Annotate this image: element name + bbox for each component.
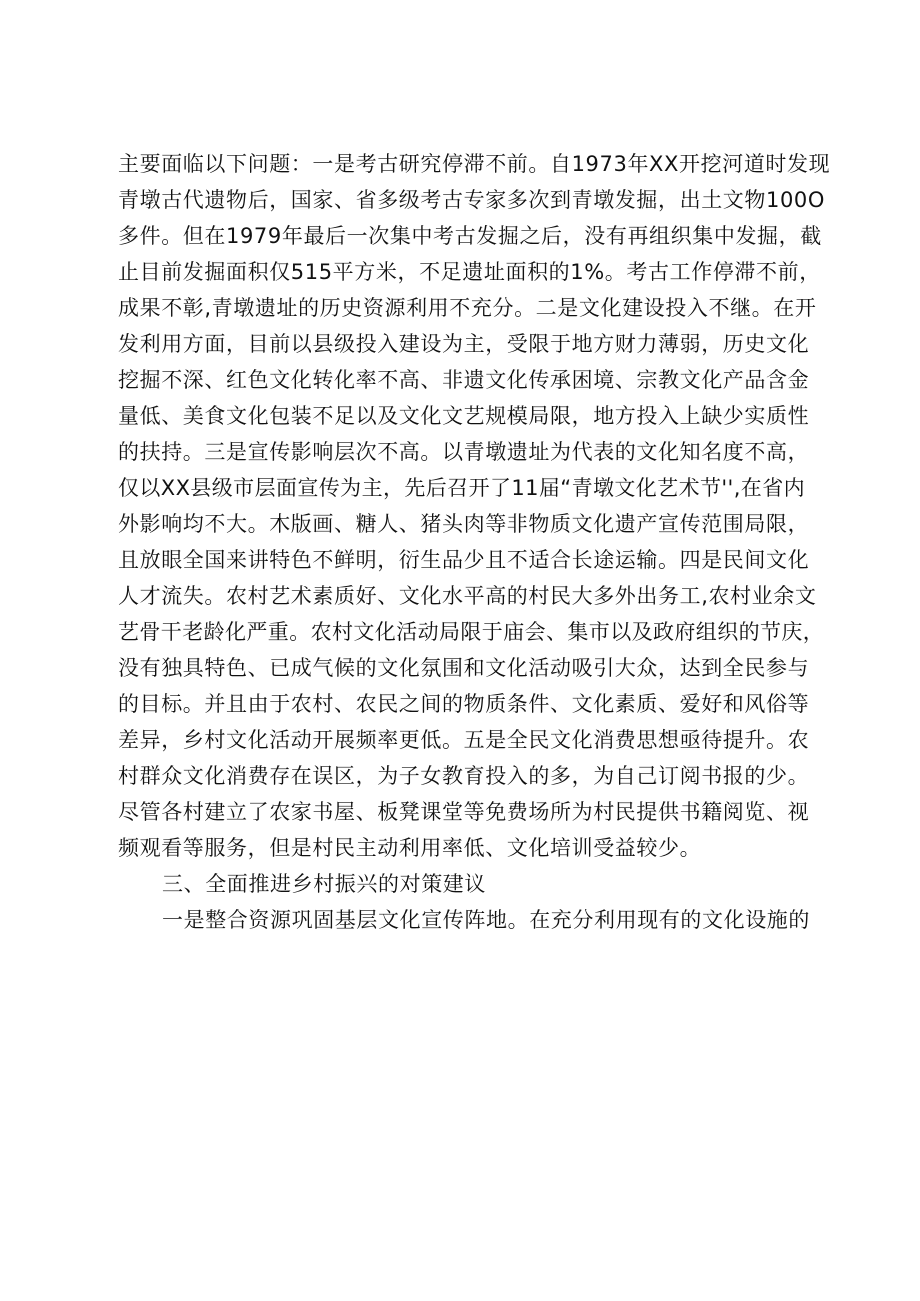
text-line: 的扶持。三是宣传影响层次不高。以青墩遗址为代表的文化知名度不高， [118, 440, 810, 464]
text-line: 一是整合资源巩固基层文化宣传阵地。在充分利用现有的文化设施的 [162, 908, 810, 932]
text-line: 尽管各村建立了农家书屋、板凳课堂等免费场所为村民提供书籍阅览、视 [118, 800, 810, 824]
text-line: 发利用方面，目前以县级投入建设为主，受限于地方财力薄弱，历史文化 [118, 332, 810, 356]
text-line: 艺骨干老龄化严重。农村文化活动局限于庙会、集市以及政府组织的节庆， [118, 620, 825, 644]
text-line: 的目标。并且由于农村、农民之间的物质条件、文化素质、爱好和风俗等 [118, 692, 810, 716]
text-line: 且放眼全国来讲特色不鲜明，衍生品少且不适合长途运输。四是民间文化 [118, 548, 810, 572]
text-line: 成果不彰,青墩遗址的历史资源利用不充分。二是文化建设投入不继。在开 [118, 296, 817, 320]
text-line: 村群众文化消费存在误区，为子女教育投入的多，为自己订阅书报的少。 [118, 764, 810, 788]
text-line: 频观看等服务，但是村民主动利用率低、文化培训受益较少。 [118, 836, 702, 860]
text-line: 主要面临以下问题：一是考古研究停滞不前。自1973年XX开挖河道时发现 [118, 152, 831, 176]
paragraph-suggestions [118, 902, 838, 938]
text-line: 仅以XX县级市层面宣传为主，先后召开了11届“青墩文化艺术节'',在省内 [118, 476, 805, 500]
text-line: 多件。但在1979年最后一次集中考古发掘之后，没有再组织集中发掘，截 [118, 224, 822, 248]
text-line: 人才流失。农村艺术素质好、文化水平高的村民大多外出务工,农村业余文 [118, 584, 817, 608]
paragraph-problems [118, 146, 838, 866]
text-line: 差异，乡村文化活动开展频率更低。五是全民文化消费思想亟待提升。农 [118, 728, 810, 752]
text-line: 没有独具特色、已成气候的文化氛围和文化活动吸引大众，达到全民参与 [118, 656, 810, 680]
section-heading: 三、全面推进乡村振兴的对策建议 [162, 872, 486, 896]
document-body [118, 146, 838, 938]
text-line: 青墩古代遗物后，国家、省多级考古专家多次到青墩发掘，出土文物100O [118, 188, 826, 212]
text-line: 止目前发掘面积仅515平方米，不足遗址面积的1%。考古工作停滞不前， [118, 260, 821, 284]
text-line: 外影响均不大。木版画、糖人、猪头肉等非物质文化遗产宣传范围局限， [118, 512, 810, 536]
text-line: 挖掘不深、红色文化转化率不高、非遗文化传承困境、宗教文化产品含金 [118, 368, 810, 392]
text-line: 量低、美食文化包装不足以及文化文艺规模局限，地方投入上缺少实质性 [118, 404, 810, 428]
